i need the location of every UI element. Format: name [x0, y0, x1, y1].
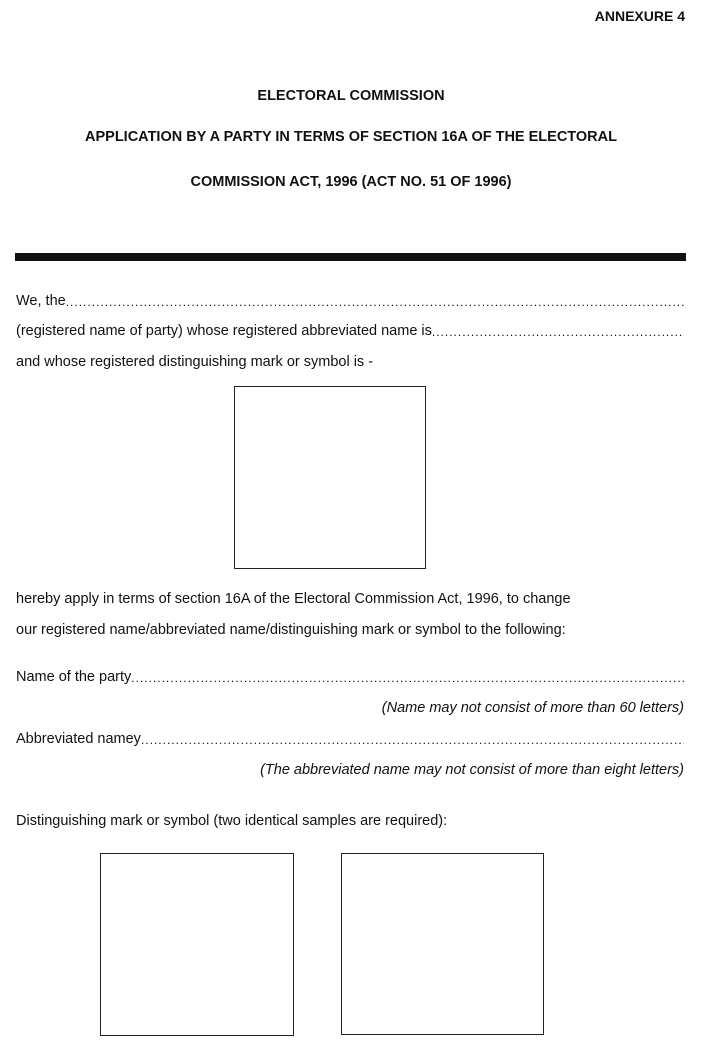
registered-name-label: (registered name of party) whose registered abbreviated name is: [16, 323, 432, 339]
heading-application-line2: COMMISSION ACT, 1996 (ACT NO. 51 OF 1996): [190, 174, 512, 190]
fill-in-dotted-line[interactable]: [131, 669, 684, 687]
symbol-sample-box-1[interactable]: [100, 853, 294, 1036]
heading-commission: ELECTORAL COMMISSION: [257, 88, 445, 104]
fill-in-dotted-line[interactable]: [432, 323, 684, 341]
samples-label: Distinguishing mark or symbol (two identical samples are required):: [16, 813, 448, 829]
name-length-note: (Name may not consist of more than 60 letters): [381, 700, 684, 716]
fill-in-dotted-line[interactable]: [141, 731, 684, 749]
fill-in-dotted-line[interactable]: [66, 293, 684, 311]
new-abbreviated-name-field[interactable]: [16, 731, 684, 749]
registered-party-name-field[interactable]: [16, 293, 684, 311]
registered-abbreviated-name-field[interactable]: [16, 323, 684, 341]
apply-text-line2: our registered name/abbreviated name/distinguishing mark or symbol to the following:: [16, 622, 566, 638]
current-symbol-box[interactable]: [234, 386, 426, 569]
divider-rule: [15, 253, 686, 261]
abbreviated-length-note: (The abbreviated name may not consist of more than eight letters): [260, 762, 684, 778]
we-the-label: We, the: [16, 293, 66, 309]
new-party-name-field[interactable]: [16, 669, 684, 687]
annexure-label: ANNEXURE 4: [594, 8, 685, 24]
heading-application-line1: APPLICATION BY A PARTY IN TERMS OF SECTION 16A OF THE ELECTORAL: [85, 129, 617, 145]
name-of-party-label: Name of the party: [16, 669, 132, 685]
symbol-sample-box-2[interactable]: [341, 853, 544, 1035]
symbol-intro-text: [16, 354, 684, 370]
apply-text-line1: hereby apply in terms of section 16A of the Electoral Commission Act, 1996, to change: [16, 591, 571, 607]
symbol-intro-label: and whose registered distinguishing mark or symbol is -: [16, 354, 374, 370]
abbreviated-name-label: Abbreviated namey: [16, 731, 141, 747]
